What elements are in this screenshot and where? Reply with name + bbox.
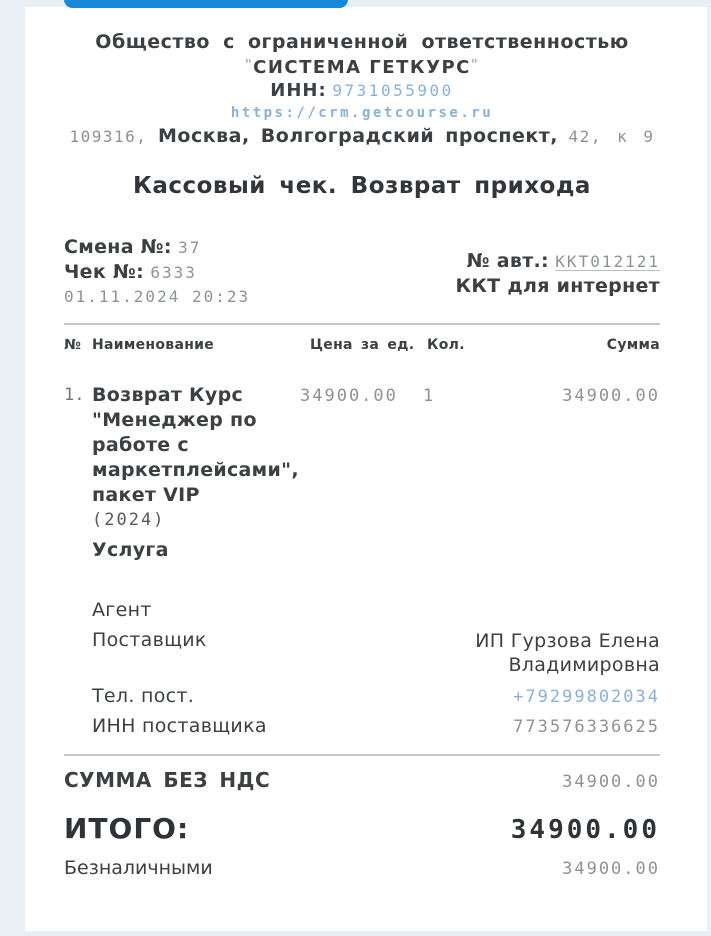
check-label: Чек №: [64,261,145,283]
col-header-num: № [64,337,82,353]
sum-without-vat-value: 34900.00 [562,772,660,792]
item-name-line: "Менеджер по [92,409,257,431]
item-sum-cell [520,383,660,563]
item-name [92,383,300,563]
receipt-paper [25,7,707,931]
shift-value: 37 [178,238,202,257]
address-building: 42, к 9 [568,127,655,146]
shift-number-line [64,235,250,260]
supplier-inn-value: 773576336625 [513,717,660,737]
meta-right-column [456,235,660,309]
supplier-line [92,629,660,677]
cashless-row [64,857,660,879]
cashless-value: 34900.00 [562,859,660,879]
total-row [64,812,660,845]
supplier-label: Поставщик [92,629,207,651]
item-type: Услуга [92,539,169,561]
col-header-price: Цена за ед. [310,337,415,353]
divider-bottom [64,754,660,756]
agent-section [92,599,660,737]
total-label: ИТОГО: [64,812,190,845]
items-table-header [64,337,660,353]
item-qty: 1 [423,386,436,406]
kkt-note: ККТ для интернет [455,275,660,297]
item-name-line: работе с [92,434,189,456]
item-name-line: (2024) [92,510,166,530]
col-header-name: Наименование [92,337,215,353]
supplier-phone-line [92,685,660,707]
org-address [64,124,660,149]
agent-label: Агент [92,599,152,621]
top-blue-tab [64,0,348,8]
org-url-link[interactable]: https://crm.getcourse.ru [230,105,494,121]
supplier-name: ИП Гурзова Елена Владимировна [475,630,660,676]
address-zip: 109316, [69,127,148,146]
check-number-line [64,260,250,285]
receipt-meta [64,235,660,309]
item-sum: 34900.00 [562,386,660,406]
automat-label: № авт.: [466,250,549,272]
sum-without-vat-label: СУММА БЕЗ НДС [64,768,271,792]
org-inn-line [64,79,660,102]
item-name-line: маркетплейсами", [92,459,299,481]
item-name-line: Возврат Курс [92,384,244,406]
item-index: 1. [64,385,85,405]
org-legal-form: Общество с ограниченной ответственностью [95,31,629,53]
item-qty-cell [420,383,520,563]
supplier-phone-label: Тел. пост. [92,685,195,707]
agent-line [92,599,660,621]
org-inn-label: ИНН: [270,80,327,101]
meta-left-column [64,235,250,309]
supplier-phone-link[interactable]: +79299802034 [513,687,660,707]
item-row [64,383,660,563]
check-value: 6333 [150,263,197,282]
col-header-sum: Сумма [606,337,660,353]
automat-value: ККТ012121 [555,252,660,271]
quote-mark: " [470,58,480,73]
sum-without-vat-row [64,768,660,792]
org-name-text: СИСТЕМА ГЕТКУРС [253,57,471,78]
automat-number-line [456,249,660,274]
supplier-inn-label: ИНН поставщика [92,715,267,737]
org-name [64,54,660,79]
col-header-qty: Кол. [427,337,465,353]
receipt-datetime: 01.11.2024 20:23 [64,287,251,306]
item-name-line: пакет VIP [92,484,200,506]
org-inn-value: 9731055900 [332,81,454,100]
divider-top [64,323,660,325]
receipt-title: Кассовый чек. Возврат прихода [133,173,591,199]
supplier-inn-line [92,715,660,737]
shift-label: Смена №: [64,236,172,258]
address-city: Москва, Волгоградский проспект, [157,125,558,147]
total-value: 34900.00 [510,815,660,845]
item-price: 34900.00 [300,386,398,406]
cashless-label: Безналичными [64,857,213,879]
quote-mark: " [244,58,254,73]
item-price-cell [300,383,420,563]
